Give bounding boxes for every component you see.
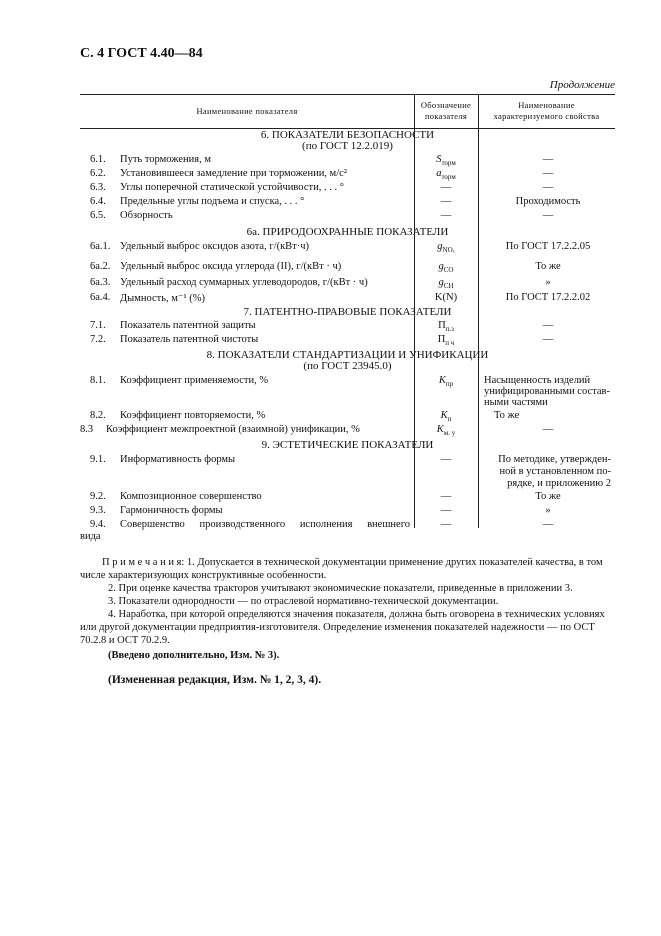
row-label: Удельный выброс оксида углерода (II), г/(кВт · ч) xyxy=(120,261,342,272)
row-symbol: — xyxy=(440,519,452,530)
row-label: Коэффициент межпроектной (взаимной) унификации, % xyxy=(106,424,360,435)
row-symbol: $П_{п ч}$ xyxy=(437,334,455,348)
row-label: Показатель патентной чистоты xyxy=(120,334,259,345)
section-6-subtitle: (по ГОСТ 12.2.019) xyxy=(302,140,393,152)
header-property-line2: характеризуемого свойства xyxy=(493,111,600,121)
continuation-label: Продолжение xyxy=(549,79,615,91)
row-property: То же xyxy=(535,261,561,272)
row-property: То же xyxy=(535,491,561,502)
row-number: 7.2. xyxy=(90,334,106,345)
row-property: Проходимость xyxy=(515,196,581,207)
row-label: Путь торможения, м xyxy=(120,154,211,165)
note-2: 2. При оценке качества тракторов учитывают экономические показатели, приведенные в приложении 3. xyxy=(108,583,573,594)
row-label: Предельные углы подъема и спуска, . . . ° xyxy=(120,196,305,207)
table-row xyxy=(80,292,615,306)
table-row xyxy=(80,454,615,489)
header-name: Наименование показателя xyxy=(196,106,298,116)
row-number: 6.2. xyxy=(90,168,106,179)
table-row xyxy=(80,410,615,424)
table-row xyxy=(80,154,615,168)
table-row xyxy=(80,196,615,210)
row-property: — xyxy=(542,168,554,179)
row-label: Дымность, м⁻¹ (%) xyxy=(120,293,205,304)
row-property: — xyxy=(542,320,554,331)
row-number: 7.1. xyxy=(90,320,106,331)
row-label: Удельный расход суммарных углеводородов, г/(кВт · ч) xyxy=(120,277,368,288)
row-property: По ГОСТ 17.2.2.05 xyxy=(505,241,591,252)
table-row xyxy=(80,424,615,438)
notes-block xyxy=(80,556,615,687)
table-row xyxy=(80,182,615,196)
row-property: — xyxy=(542,154,554,165)
row-label: Показатель патентной защиты xyxy=(120,320,256,331)
row-label: Композиционное совершенство xyxy=(120,491,262,502)
note-1: П р и м е ч а н и я: 1. Допускается в технической документации применение других показателей качества, в том числе характеризующих конструктивные особенности. xyxy=(80,557,603,581)
row-property: — xyxy=(542,519,554,530)
section-8-title: 8. ПОКАЗАТЕЛИ СТАНДАРТИЗАЦИИ И УНИФИКАЦИИ xyxy=(206,349,489,361)
row-label: Углы поперечной статической устойчивости, . . . ° xyxy=(120,182,344,193)
table-row xyxy=(80,241,615,255)
page-header: С. 4 ГОСТ 4.40—84 xyxy=(80,46,203,61)
row-label: Коэффициент повторяемости, % xyxy=(120,410,266,421)
table-top-border xyxy=(80,94,615,95)
row-property: То же xyxy=(494,410,520,421)
row-label: Коэффициент применяемости, % xyxy=(120,375,269,386)
indicators-table xyxy=(80,94,615,542)
revised-note: (Измененная редакция, Изм. № 1, 2, 3, 4). xyxy=(108,674,322,686)
table-row xyxy=(80,168,615,182)
row-property: — xyxy=(542,182,554,193)
row-number: 9.2. xyxy=(90,491,106,502)
row-label: Обзорность xyxy=(120,210,173,221)
row-symbol: $g_{CO}$ xyxy=(438,261,454,275)
table-row xyxy=(80,334,615,348)
row-number: 8.3 xyxy=(80,424,94,435)
row-symbol: $П_{п.з}$ xyxy=(438,320,454,334)
row-property: » xyxy=(545,277,551,288)
row-property: — xyxy=(542,424,554,435)
row-symbol: $K_{пр}$ xyxy=(438,375,454,389)
table-row-continuation xyxy=(80,531,615,545)
row-symbol: — xyxy=(440,182,452,193)
section-9-title: 9. ЭСТЕТИЧЕСКИЕ ПОКАЗАТЕЛИ xyxy=(261,439,434,451)
row-property: — xyxy=(542,210,554,221)
section-6-title: 6. ПОКАЗАТЕЛИ БЕЗОПАСНОСТИ xyxy=(260,129,435,141)
row-number: 6а.3. xyxy=(90,277,111,288)
section-7-title: 7. ПАТЕНТНО-ПРАВОВЫЕ ПОКАЗАТЕЛИ xyxy=(243,306,452,318)
table-row xyxy=(80,261,615,275)
row-number: 8.1. xyxy=(90,375,106,386)
table-row xyxy=(80,277,615,291)
row-symbol: $S_{торм}$ xyxy=(436,154,456,168)
row-symbol: K(N) xyxy=(434,292,458,303)
note-4: 4. Наработка, при которой определяются значения показателя, должна быть оговорена в технических условиях или другой документации предприятия-изготовителя. Определение изменения показателей надежности — по ОСТ 70.2.8 и ОСТ 70.2.9. xyxy=(80,609,605,646)
row-label: Удельный выброс оксидов азота, г/(кВт·ч) xyxy=(120,241,310,252)
row-label: Установившееся замедление при торможении, м/с² xyxy=(120,168,347,179)
introduced-note: (Введено дополнительно, Изм. № 3). xyxy=(108,650,280,661)
row-number: 6а.1. xyxy=(90,241,111,252)
section-8-subtitle: (по ГОСТ 23945.0) xyxy=(303,360,392,372)
row-symbol: — xyxy=(440,505,452,516)
table-row xyxy=(80,505,615,519)
row-symbol: $a_{торм}$ xyxy=(436,168,456,182)
row-property: По ГОСТ 17.2.2.02 xyxy=(505,292,591,303)
table-row xyxy=(80,210,615,224)
row-number: 8.2. xyxy=(90,410,106,421)
row-number: 6а.4. xyxy=(90,292,111,303)
row-property: По методике, утвержден- ной в установленном по- рядке, и приложению 2 xyxy=(498,454,611,489)
table-row xyxy=(80,320,615,334)
row-symbol: $K_п$ xyxy=(440,410,452,424)
section-6a-title: 6а. ПРИРОДООХРАННЫЕ ПОКАЗАТЕЛИ xyxy=(246,226,449,238)
table-row xyxy=(80,491,615,505)
row-symbol: $K_{м. у}$ xyxy=(436,424,456,438)
row-number: 6.3. xyxy=(90,182,106,193)
row-number: 6.5. xyxy=(90,210,106,221)
row-number: 6а.2. xyxy=(90,261,111,272)
row-symbol: — xyxy=(440,210,452,221)
row-number: 6.1. xyxy=(90,154,106,165)
row-property: Насыщенность изделий унифицированными состав- ными частями xyxy=(484,375,610,408)
row-symbol: — xyxy=(440,196,452,207)
header-symbol-line1: Обозначение xyxy=(420,100,472,110)
header-property xyxy=(478,100,615,122)
row-symbol: $g_{CH}$ xyxy=(438,277,454,291)
note-3: 3. Показатели однородности — по отраслевой нормативно-технической документации. xyxy=(108,596,499,607)
header-symbol xyxy=(414,100,478,122)
row-label: Совершенство производственного исполнения внешнего xyxy=(120,519,410,530)
row-label: Информативность формы xyxy=(120,454,236,465)
row-property: — xyxy=(542,334,554,345)
header-property-line1: Наименование xyxy=(518,100,575,110)
row-number: 9.3. xyxy=(90,505,106,516)
row-symbol: — xyxy=(440,454,452,465)
row-number: 9.1. xyxy=(90,454,106,465)
row-symbol: $g_{NO_x}$ xyxy=(437,241,455,255)
row-label: Гармоничность формы xyxy=(120,505,223,516)
header-symbol-line2: показателя xyxy=(424,111,468,121)
row-number: 6.4. xyxy=(90,196,106,207)
row-number: 9.4. xyxy=(90,519,106,530)
row-label-continuation: вида xyxy=(80,531,101,542)
row-symbol: — xyxy=(440,491,452,502)
row-property: » xyxy=(545,505,551,516)
table-row xyxy=(80,375,615,408)
